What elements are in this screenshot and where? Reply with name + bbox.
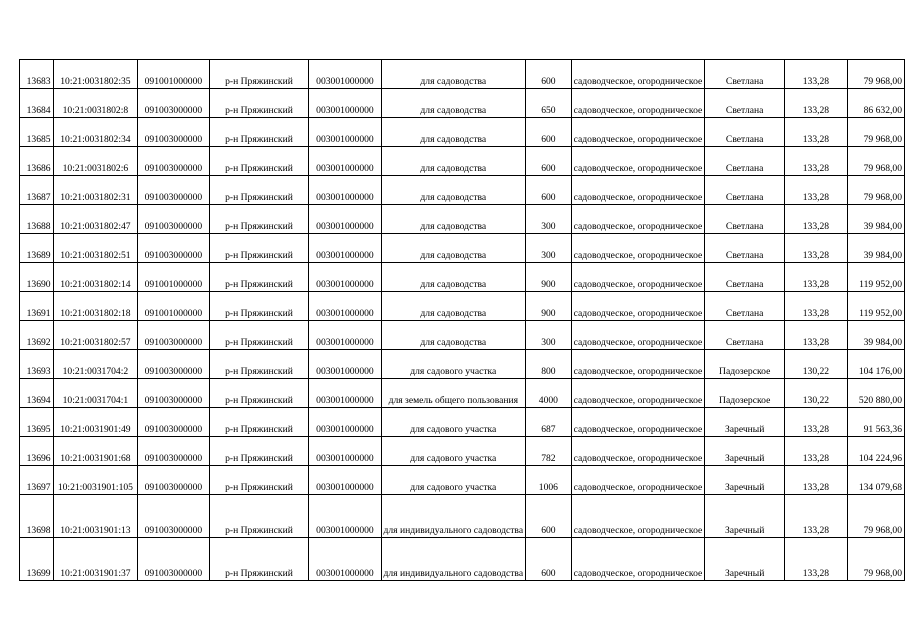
settlement-cell: Заречный (705, 466, 785, 495)
cadastral-number-cell: 10:21:0031901:68 (53, 437, 138, 466)
oktmo-cell: 091003000000 (138, 350, 209, 379)
row-number-cell: 13691 (20, 292, 54, 321)
specific-value-cell: 133,28 (785, 321, 848, 350)
area-cell: 600 (526, 118, 572, 147)
specific-value-cell: 130,22 (785, 350, 848, 379)
code-cell: 003001000000 (309, 147, 381, 176)
oktmo-cell: 091003000000 (138, 495, 209, 538)
district-cell: р-н Пряжинский (209, 538, 309, 581)
oktmo-cell: 091003000000 (138, 118, 209, 147)
cadastral-number-cell: 10:21:0031802:31 (53, 176, 138, 205)
land-type-cell: садоводческое, огородническое (571, 60, 705, 89)
table-row (20, 263, 905, 292)
permitted-use-cell: для садового участка (381, 408, 526, 437)
specific-value-cell: 130,22 (785, 379, 848, 408)
land-type-cell: садоводческое, огородническое (571, 292, 705, 321)
oktmo-cell: 091003000000 (138, 437, 209, 466)
table-row (20, 147, 905, 176)
oktmo-cell: 091003000000 (138, 538, 209, 581)
row-number-cell: 13692 (20, 321, 54, 350)
cadastral-value-cell: 134 079,68 (847, 466, 904, 495)
row-number-cell: 13698 (20, 495, 54, 538)
permitted-use-cell: для садоводства (381, 263, 526, 292)
row-number-cell: 13687 (20, 176, 54, 205)
code-cell: 003001000000 (309, 234, 381, 263)
table-row (20, 89, 905, 118)
area-cell: 4000 (526, 379, 572, 408)
specific-value-cell: 133,28 (785, 538, 848, 581)
row-number-cell: 13699 (20, 538, 54, 581)
oktmo-cell: 091003000000 (138, 466, 209, 495)
code-cell: 003001000000 (309, 538, 381, 581)
permitted-use-cell: для индивидуального садоводства (381, 538, 526, 581)
cadastral-number-cell: 10:21:0031802:14 (53, 263, 138, 292)
cadastral-number-cell: 10:21:0031802:34 (53, 118, 138, 147)
area-cell: 600 (526, 176, 572, 205)
code-cell: 003001000000 (309, 466, 381, 495)
specific-value-cell: 133,28 (785, 263, 848, 292)
specific-value-cell: 133,28 (785, 176, 848, 205)
cadastral-number-cell: 10:21:0031901:49 (53, 408, 138, 437)
permitted-use-cell: для садоводства (381, 205, 526, 234)
cadastral-value-cell: 86 632,00 (847, 89, 904, 118)
land-type-cell: садоводческое, огородническое (571, 321, 705, 350)
land-type-cell: садоводческое, огородническое (571, 408, 705, 437)
district-cell: р-н Пряжинский (209, 466, 309, 495)
table-row (20, 379, 905, 408)
cadastral-number-cell: 10:21:0031704:2 (53, 350, 138, 379)
permitted-use-cell: для садоводства (381, 292, 526, 321)
district-cell: р-н Пряжинский (209, 118, 309, 147)
specific-value-cell: 133,28 (785, 234, 848, 263)
oktmo-cell: 091003000000 (138, 379, 209, 408)
permitted-use-cell: для садоводства (381, 89, 526, 118)
code-cell: 003001000000 (309, 437, 381, 466)
cadastral-value-cell: 104 176,00 (847, 350, 904, 379)
row-number-cell: 13684 (20, 89, 54, 118)
table-row (20, 205, 905, 234)
oktmo-cell: 091003000000 (138, 234, 209, 263)
cadastral-number-cell: 10:21:0031802:35 (53, 60, 138, 89)
cadastral-number-cell: 10:21:0031802:8 (53, 89, 138, 118)
cadastral-value-cell: 520 880,00 (847, 379, 904, 408)
settlement-cell: Заречный (705, 538, 785, 581)
code-cell: 003001000000 (309, 205, 381, 234)
land-type-cell: садоводческое, огородническое (571, 466, 705, 495)
permitted-use-cell: для садового участка (381, 437, 526, 466)
cadastral-value-table (19, 59, 905, 581)
land-type-cell: садоводческое, огородническое (571, 437, 705, 466)
area-cell: 800 (526, 350, 572, 379)
oktmo-cell: 091003000000 (138, 176, 209, 205)
specific-value-cell: 133,28 (785, 466, 848, 495)
table-row (20, 538, 905, 581)
specific-value-cell: 133,28 (785, 495, 848, 538)
cadastral-value-cell: 79 968,00 (847, 118, 904, 147)
land-type-cell: садоводческое, огородническое (571, 263, 705, 292)
district-cell: р-н Пряжинский (209, 292, 309, 321)
specific-value-cell: 133,28 (785, 60, 848, 89)
row-number-cell: 13688 (20, 205, 54, 234)
table-row (20, 466, 905, 495)
district-cell: р-н Пряжинский (209, 89, 309, 118)
settlement-cell: Заречный (705, 408, 785, 437)
code-cell: 003001000000 (309, 89, 381, 118)
area-cell: 687 (526, 408, 572, 437)
code-cell: 003001000000 (309, 350, 381, 379)
specific-value-cell: 133,28 (785, 205, 848, 234)
cadastral-number-cell: 10:21:0031802:47 (53, 205, 138, 234)
settlement-cell: Светлана (705, 147, 785, 176)
district-cell: р-н Пряжинский (209, 60, 309, 89)
cadastral-value-cell: 39 984,00 (847, 205, 904, 234)
settlement-cell: Падозерское (705, 350, 785, 379)
oktmo-cell: 091003000000 (138, 89, 209, 118)
row-number-cell: 13694 (20, 379, 54, 408)
area-cell: 300 (526, 234, 572, 263)
area-cell: 900 (526, 292, 572, 321)
row-number-cell: 13686 (20, 147, 54, 176)
settlement-cell: Светлана (705, 89, 785, 118)
row-number-cell: 13683 (20, 60, 54, 89)
settlement-cell: Светлана (705, 205, 785, 234)
land-type-cell: садоводческое, огородническое (571, 147, 705, 176)
oktmo-cell: 091003000000 (138, 205, 209, 234)
settlement-cell: Заречный (705, 437, 785, 466)
district-cell: р-н Пряжинский (209, 234, 309, 263)
settlement-cell: Светлана (705, 118, 785, 147)
permitted-use-cell: для садового участка (381, 350, 526, 379)
settlement-cell: Светлана (705, 292, 785, 321)
row-number-cell: 13689 (20, 234, 54, 263)
settlement-cell: Светлана (705, 321, 785, 350)
row-number-cell: 13695 (20, 408, 54, 437)
oktmo-cell: 091001000000 (138, 263, 209, 292)
cadastral-value-cell: 79 968,00 (847, 538, 904, 581)
cadastral-number-cell: 10:21:0031901:13 (53, 495, 138, 538)
land-type-cell: садоводческое, огородническое (571, 89, 705, 118)
row-number-cell: 13696 (20, 437, 54, 466)
table-row (20, 292, 905, 321)
code-cell: 003001000000 (309, 379, 381, 408)
permitted-use-cell: для индивидуального садоводства (381, 495, 526, 538)
cadastral-value-cell: 104 224,96 (847, 437, 904, 466)
settlement-cell: Заречный (705, 495, 785, 538)
cadastral-value-cell: 119 952,00 (847, 292, 904, 321)
specific-value-cell: 133,28 (785, 437, 848, 466)
table-row (20, 437, 905, 466)
oktmo-cell: 091001000000 (138, 292, 209, 321)
permitted-use-cell: для земель общего пользования (381, 379, 526, 408)
permitted-use-cell: для садоводства (381, 321, 526, 350)
land-type-cell: садоводческое, огородническое (571, 495, 705, 538)
area-cell: 600 (526, 147, 572, 176)
settlement-cell: Светлана (705, 176, 785, 205)
district-cell: р-н Пряжинский (209, 495, 309, 538)
settlement-cell: Светлана (705, 60, 785, 89)
code-cell: 003001000000 (309, 263, 381, 292)
specific-value-cell: 133,28 (785, 408, 848, 437)
cadastral-number-cell: 10:21:0031704:1 (53, 379, 138, 408)
table-row (20, 176, 905, 205)
settlement-cell: Светлана (705, 263, 785, 292)
land-type-cell: садоводческое, огородническое (571, 350, 705, 379)
oktmo-cell: 091003000000 (138, 408, 209, 437)
specific-value-cell: 133,28 (785, 89, 848, 118)
cadastral-number-cell: 10:21:0031802:57 (53, 321, 138, 350)
area-cell: 1006 (526, 466, 572, 495)
district-cell: р-н Пряжинский (209, 321, 309, 350)
cadastral-value-cell: 79 968,00 (847, 176, 904, 205)
cadastral-number-cell: 10:21:0031802:51 (53, 234, 138, 263)
table-row (20, 60, 905, 89)
area-cell: 600 (526, 538, 572, 581)
oktmo-cell: 091003000000 (138, 321, 209, 350)
land-type-cell: садоводческое, огородническое (571, 118, 705, 147)
table-row (20, 118, 905, 147)
cadastral-number-cell: 10:21:0031901:37 (53, 538, 138, 581)
permitted-use-cell: для садоводства (381, 147, 526, 176)
code-cell: 003001000000 (309, 408, 381, 437)
land-type-cell: садоводческое, огородническое (571, 538, 705, 581)
cadastral-value-cell: 39 984,00 (847, 321, 904, 350)
specific-value-cell: 133,28 (785, 292, 848, 321)
table-row (20, 321, 905, 350)
district-cell: р-н Пряжинский (209, 176, 309, 205)
area-cell: 650 (526, 89, 572, 118)
permitted-use-cell: для садоводства (381, 118, 526, 147)
district-cell: р-н Пряжинский (209, 205, 309, 234)
permitted-use-cell: для садового участка (381, 466, 526, 495)
code-cell: 003001000000 (309, 292, 381, 321)
code-cell: 003001000000 (309, 321, 381, 350)
code-cell: 003001000000 (309, 176, 381, 205)
row-number-cell: 13685 (20, 118, 54, 147)
oktmo-cell: 091001000000 (138, 60, 209, 89)
land-type-cell: садоводческое, огородническое (571, 205, 705, 234)
area-cell: 300 (526, 205, 572, 234)
permitted-use-cell: для садоводства (381, 60, 526, 89)
permitted-use-cell: для садоводства (381, 176, 526, 205)
row-number-cell: 13697 (20, 466, 54, 495)
oktmo-cell: 091003000000 (138, 147, 209, 176)
area-cell: 600 (526, 495, 572, 538)
settlement-cell: Падозерское (705, 379, 785, 408)
land-type-cell: садоводческое, огородническое (571, 234, 705, 263)
district-cell: р-н Пряжинский (209, 263, 309, 292)
specific-value-cell: 133,28 (785, 118, 848, 147)
permitted-use-cell: для садоводства (381, 234, 526, 263)
land-type-cell: садоводческое, огородническое (571, 176, 705, 205)
cadastral-number-cell: 10:21:0031901:105 (53, 466, 138, 495)
code-cell: 003001000000 (309, 118, 381, 147)
row-number-cell: 13690 (20, 263, 54, 292)
cadastral-value-cell: 119 952,00 (847, 263, 904, 292)
cadastral-value-cell: 79 968,00 (847, 147, 904, 176)
table-row (20, 495, 905, 538)
district-cell: р-н Пряжинский (209, 350, 309, 379)
area-cell: 900 (526, 263, 572, 292)
district-cell: р-н Пряжинский (209, 408, 309, 437)
cadastral-number-cell: 10:21:0031802:6 (53, 147, 138, 176)
cadastral-value-cell: 39 984,00 (847, 234, 904, 263)
area-cell: 300 (526, 321, 572, 350)
district-cell: р-н Пряжинский (209, 437, 309, 466)
settlement-cell: Светлана (705, 234, 785, 263)
cadastral-value-cell: 79 968,00 (847, 60, 904, 89)
specific-value-cell: 133,28 (785, 147, 848, 176)
cadastral-value-cell: 79 968,00 (847, 495, 904, 538)
code-cell: 003001000000 (309, 60, 381, 89)
cadastral-value-cell: 91 563,36 (847, 408, 904, 437)
code-cell: 003001000000 (309, 495, 381, 538)
table-row (20, 234, 905, 263)
table-row (20, 350, 905, 379)
area-cell: 782 (526, 437, 572, 466)
cadastral-number-cell: 10:21:0031802:18 (53, 292, 138, 321)
table-row (20, 408, 905, 437)
row-number-cell: 13693 (20, 350, 54, 379)
district-cell: р-н Пряжинский (209, 379, 309, 408)
land-type-cell: садоводческое, огородническое (571, 379, 705, 408)
area-cell: 600 (526, 60, 572, 89)
district-cell: р-н Пряжинский (209, 147, 309, 176)
